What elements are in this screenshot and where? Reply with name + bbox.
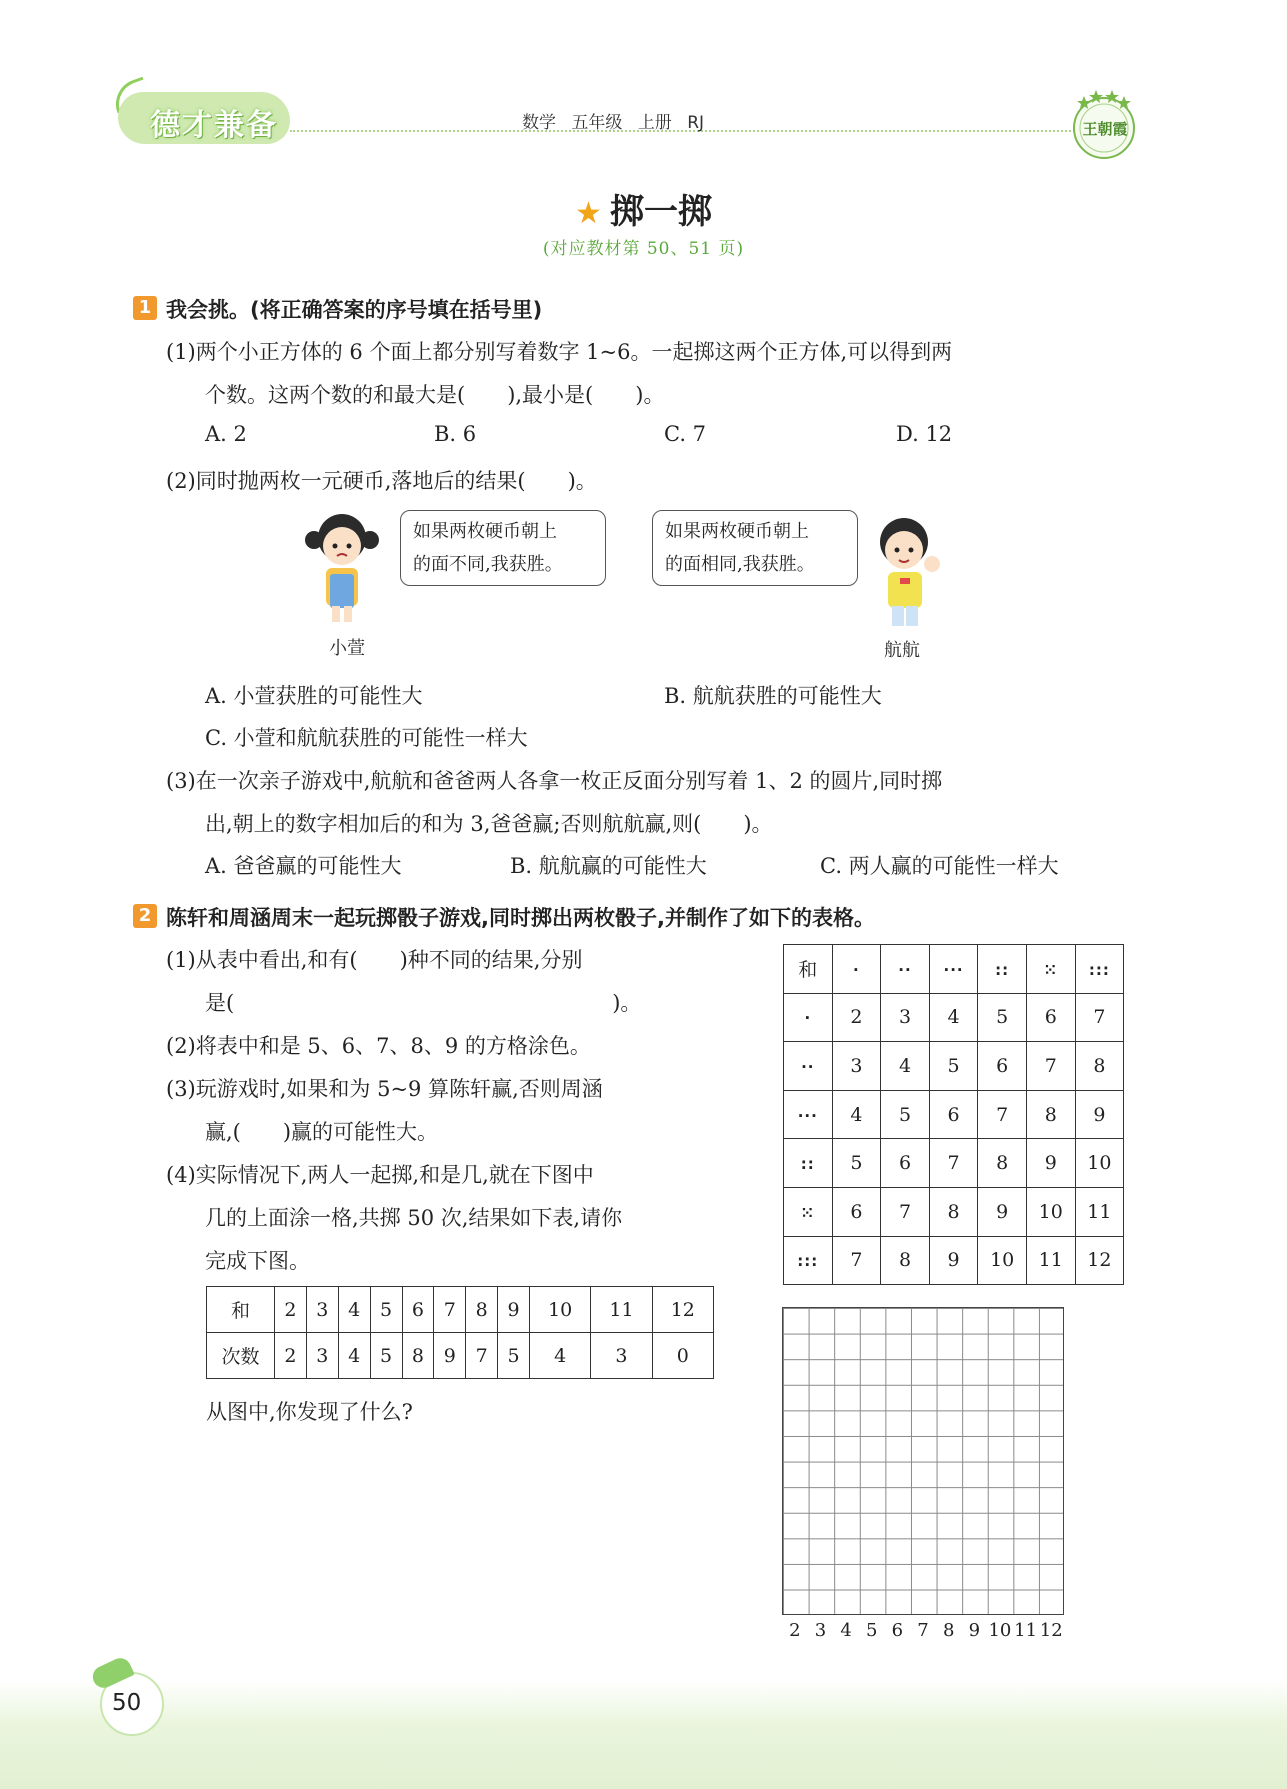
sum-row-label: 和 xyxy=(207,1287,275,1333)
dice-sum-cell[interactable]: 11 xyxy=(1075,1187,1124,1236)
boy-hanghang-illustration xyxy=(866,512,948,632)
count-cell: 9 xyxy=(434,1333,466,1379)
dice-sum-cell[interactable]: 8 xyxy=(978,1139,1027,1188)
girl-speech-bubble xyxy=(400,510,606,586)
q1-part3-line1: (3)在一次亲子游戏中,航航和爸爸两人各拿一枚正反面分别写着 1、2 的圆片,同时掷 xyxy=(166,769,943,793)
dice-face-icon: ⁙ xyxy=(1026,945,1075,994)
dice-sum-cell[interactable]: 10 xyxy=(1026,1187,1075,1236)
count-cell: 5 xyxy=(370,1333,402,1379)
q2-part1-line2: 是( )。 xyxy=(205,991,642,1015)
dice-table-row xyxy=(784,1236,1124,1285)
logo-text: 德才兼备 xyxy=(150,108,278,143)
dice-face-icon: · xyxy=(784,993,833,1042)
dice-sum-cell[interactable]: 6 xyxy=(1026,993,1075,1042)
dice-sum-cell[interactable]: 9 xyxy=(929,1236,978,1285)
dice-sum-cell[interactable]: 4 xyxy=(881,1042,930,1091)
q1-part2-option-c: C. 小萱和航航获胜的可能性一样大 xyxy=(205,726,528,750)
dice-table-row xyxy=(784,1187,1124,1236)
dice-sum-cell[interactable]: 11 xyxy=(1026,1236,1075,1285)
sum-cell: 10 xyxy=(530,1287,591,1333)
dice-sum-cell[interactable]: 7 xyxy=(1026,1042,1075,1091)
dice-table-corner: 和 xyxy=(784,945,833,994)
dice-face-icon: · xyxy=(832,945,881,994)
page-subtitle: (对应教材第 50、51 页) xyxy=(542,239,745,259)
sum-cell: 4 xyxy=(338,1287,370,1333)
dice-face-icon: ::: xyxy=(1075,945,1124,994)
dice-sum-cell[interactable]: 4 xyxy=(929,993,978,1042)
sum-cell: 9 xyxy=(498,1287,530,1333)
grid-axis-label: 6 xyxy=(891,1620,904,1641)
dice-sum-cell[interactable]: 7 xyxy=(881,1187,930,1236)
dice-sum-cell[interactable]: 6 xyxy=(881,1139,930,1188)
dice-sum-cell[interactable]: 4 xyxy=(832,1090,881,1139)
q2-conclusion-prompt: 从图中,你发现了什么? xyxy=(206,1400,413,1424)
sum-row xyxy=(207,1287,714,1333)
dice-sum-cell[interactable]: 8 xyxy=(1075,1042,1124,1091)
dice-sum-cell[interactable]: 7 xyxy=(978,1090,1027,1139)
count-cell: 3 xyxy=(306,1333,338,1379)
q1-part2-option-a: A. 小萱获胜的可能性大 xyxy=(205,684,423,708)
girl-name-label: 小萱 xyxy=(329,638,365,659)
boy-name-label: 航航 xyxy=(884,640,920,661)
question-2-heading: 陈轩和周涵周末一起玩掷骰子游戏,同时掷出两枚骰子,并制作了如下的表格。 xyxy=(166,906,875,930)
question-1-heading: 我会挑。(将正确答案的序号填在括号里) xyxy=(166,298,543,322)
dice-sum-cell[interactable]: 3 xyxy=(881,993,930,1042)
dice-sum-cell[interactable]: 8 xyxy=(881,1236,930,1285)
header-grade: 五年级 xyxy=(571,113,623,133)
dice-face-icon: ·· xyxy=(881,945,930,994)
dice-table-row xyxy=(784,1139,1124,1188)
star-icon: ★ xyxy=(575,196,602,231)
q1-part2-line: (2)同时抛两枚一元硬币,落地后的结果( )。 xyxy=(166,469,597,493)
q2-part4-line2: 几的上面涂一格,共掷 50 次,结果如下表,请你 xyxy=(205,1206,623,1230)
sum-cell: 11 xyxy=(591,1287,652,1333)
dice-sum-cell[interactable]: 12 xyxy=(1075,1236,1124,1285)
count-cell: 2 xyxy=(275,1333,307,1379)
dice-sum-cell[interactable]: 5 xyxy=(978,993,1027,1042)
dice-table-row xyxy=(784,1042,1124,1091)
page-title-text: 掷一掷 xyxy=(609,192,712,232)
dice-face-icon: :: xyxy=(784,1139,833,1188)
stamp-text: 王朝霞 xyxy=(1082,120,1128,138)
girl-speech-line1: 如果两枚硬币朝上 xyxy=(413,521,557,542)
count-cell: 4 xyxy=(338,1333,370,1379)
count-cell: 4 xyxy=(530,1333,591,1379)
count-cell: 5 xyxy=(498,1333,530,1379)
question-1-number: 1 xyxy=(133,296,157,320)
dice-sum-cell[interactable]: 6 xyxy=(929,1090,978,1139)
dice-sum-cell[interactable]: 3 xyxy=(832,1042,881,1091)
header-subject-name: 数学 xyxy=(522,113,556,133)
dice-sum-cell[interactable]: 10 xyxy=(978,1236,1027,1285)
grid-axis-label: 4 xyxy=(840,1620,852,1641)
q2-part4-line1: (4)实际情况下,两人一起掷,和是几,就在下图中 xyxy=(166,1163,594,1187)
count-cell: 7 xyxy=(466,1333,498,1379)
dice-sum-cell[interactable]: 5 xyxy=(929,1042,978,1091)
grid-axis-label: 8 xyxy=(942,1620,955,1641)
dice-sum-cell[interactable]: 6 xyxy=(978,1042,1027,1091)
dice-sum-cell[interactable]: 9 xyxy=(1075,1090,1124,1139)
q1-part1-line2: 个数。这两个数的和最大是( ),最小是( )。 xyxy=(205,383,665,407)
dice-face-icon: ::: xyxy=(784,1236,833,1285)
count-row-label: 次数 xyxy=(207,1333,275,1379)
page-number: 50 xyxy=(112,1690,142,1716)
q2-part1-line1: (1)从表中看出,和有( )种不同的结果,分别 xyxy=(166,948,583,972)
dice-sum-cell[interactable]: 7 xyxy=(1075,993,1124,1042)
dice-sum-cell[interactable]: 9 xyxy=(1026,1139,1075,1188)
dice-sum-cell[interactable]: 7 xyxy=(929,1139,978,1188)
boy-speech-bubble xyxy=(652,510,858,586)
dice-sum-cell[interactable]: 9 xyxy=(978,1187,1027,1236)
dice-face-icon: ··· xyxy=(929,945,978,994)
grid-axis-label: 2 xyxy=(789,1620,801,1641)
q2-part2-line: (2)将表中和是 5、6、7、8、9 的方格涂色。 xyxy=(166,1034,591,1058)
throw-count-table xyxy=(206,1286,714,1379)
q1-part3-option-a: A. 爸爸赢的可能性大 xyxy=(205,854,402,878)
count-row xyxy=(207,1333,714,1379)
dice-sum-cell[interactable]: 2 xyxy=(832,993,881,1042)
grid-axis-label: 10 xyxy=(988,1620,1012,1641)
dice-face-icon: ·· xyxy=(784,1042,833,1091)
count-cell: 3 xyxy=(591,1333,652,1379)
girl-speech-line2: 的面不同,我获胜。 xyxy=(413,554,563,575)
grid-axis-label: 7 xyxy=(917,1620,929,1641)
footer-band xyxy=(0,1680,1287,1789)
page-title xyxy=(0,184,1287,233)
header-subject xyxy=(522,108,704,133)
q1-part3-option-c: C. 两人赢的可能性一样大 xyxy=(820,854,1059,878)
sum-cell: 8 xyxy=(466,1287,498,1333)
count-cell: 8 xyxy=(402,1333,434,1379)
header-edition: RJ xyxy=(687,113,705,133)
dice-sum-cell[interactable]: 7 xyxy=(832,1236,881,1285)
dice-sum-cell[interactable]: 5 xyxy=(832,1139,881,1188)
dice-sum-cell[interactable]: 8 xyxy=(1026,1090,1075,1139)
dice-sum-cell[interactable]: 8 xyxy=(929,1187,978,1236)
grid-axis-label: 5 xyxy=(866,1620,878,1641)
boy-speech-line2: 的面相同,我获胜。 xyxy=(665,554,815,575)
girl-xiaoxuan-illustration xyxy=(302,508,382,628)
dice-table-header-row xyxy=(784,945,1124,994)
dice-sum-cell[interactable]: 10 xyxy=(1075,1139,1124,1188)
grid-axis-label: 12 xyxy=(1039,1620,1063,1641)
blank-drawing-grid[interactable] xyxy=(782,1307,1064,1615)
boy-speech-line1: 如果两枚硬币朝上 xyxy=(665,521,809,542)
grid-axis-labels xyxy=(782,1620,1064,1641)
count-cell: 0 xyxy=(652,1333,713,1379)
header-volume: 上册 xyxy=(637,113,672,133)
q1-part2-option-b: B. 航航获胜的可能性大 xyxy=(664,684,882,708)
dice-sum-cell[interactable]: 6 xyxy=(832,1187,881,1236)
grid-axis-label: 11 xyxy=(1014,1620,1038,1641)
dice-table-row xyxy=(784,993,1124,1042)
dice-face-icon: ⁙ xyxy=(784,1187,833,1236)
dice-table-row xyxy=(784,1090,1124,1139)
q1-part3-line2: 出,朝上的数字相加后的和为 3,爸爸赢;否则航航赢,则( )。 xyxy=(205,812,773,836)
q1-part1-option-d: D. 12 xyxy=(896,422,953,446)
sum-cell: 12 xyxy=(652,1287,713,1333)
sum-cell: 5 xyxy=(370,1287,402,1333)
q1-part1-option-b: B. 6 xyxy=(434,422,477,446)
question-2-number: 2 xyxy=(133,904,157,928)
grid-axis-label: 3 xyxy=(814,1620,827,1641)
sum-cell: 6 xyxy=(402,1287,434,1333)
q2-part3-line2: 赢,( )赢的可能性大。 xyxy=(205,1120,439,1144)
dice-sum-cell[interactable]: 5 xyxy=(881,1090,930,1139)
sum-cell: 2 xyxy=(275,1287,307,1333)
dice-sum-table xyxy=(783,944,1124,1285)
q2-part3-line1: (3)玩游戏时,如果和为 5~9 算陈轩赢,否则周涵 xyxy=(166,1077,603,1101)
q2-part4-line3: 完成下图。 xyxy=(205,1249,310,1273)
q1-part3-option-b: B. 航航赢的可能性大 xyxy=(510,854,707,878)
q1-part1-option-c: C. 7 xyxy=(664,422,707,446)
dice-face-icon: ··· xyxy=(784,1090,833,1139)
dice-face-icon: :: xyxy=(978,945,1027,994)
q1-part1-option-a: A. 2 xyxy=(205,422,247,446)
sum-cell: 7 xyxy=(434,1287,466,1333)
sum-cell: 3 xyxy=(306,1287,338,1333)
q1-part1-line1: (1)两个小正方体的 6 个面上都分别写着数字 1~6。一起掷这两个正方体,可以得到两 xyxy=(166,340,953,364)
grid-axis-label: 9 xyxy=(968,1620,981,1641)
